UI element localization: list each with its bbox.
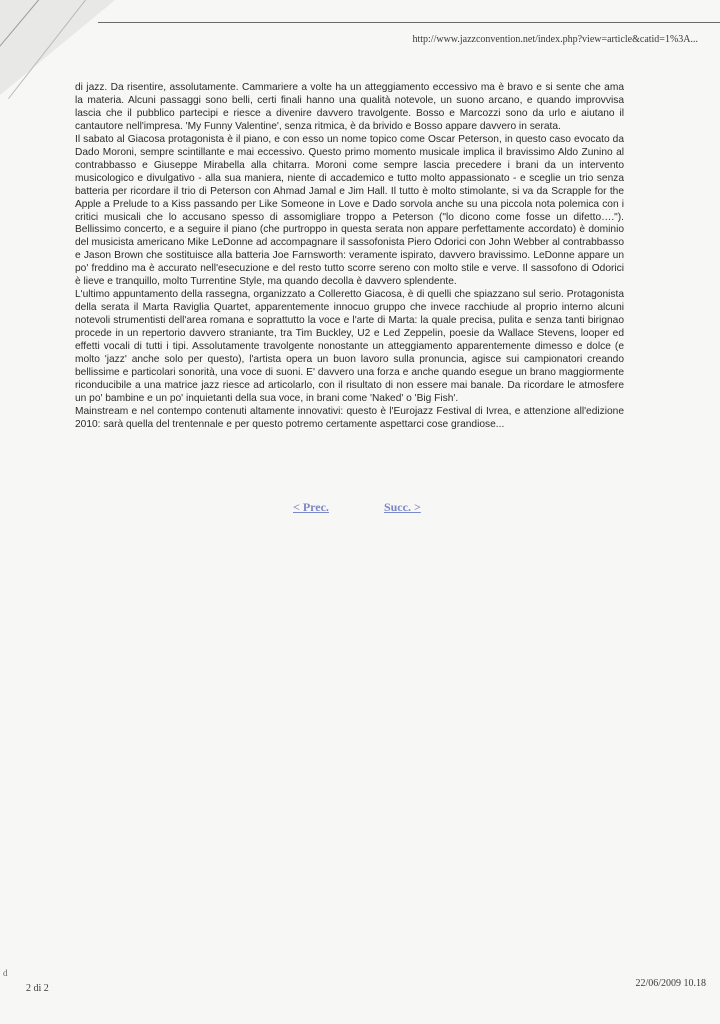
article-paragraph: Mainstream e nel contempo contenuti altamente innovativi: questo è l'Eurojazz Festival di Ivrea, e attenzione all'edizione 2010: sarà quella del trentennale e per questo potremo certamente aspettarci cose grandiose...: [75, 405, 624, 430]
article-body: [75, 82, 624, 432]
article-paragraph: di jazz. Da risentire, assolutamente. Cammariere a volte ha un atteggiamento eccessivo ma è bravo e si sente che ama la materia. Alcuni passaggi sono belli, certi finali hanno una qualità notevole, un suono arcano, e quando improvvisa lascia che il pubblico partecipi e riesce a divenire davvero travolgente. Bosso e Marcozzi sono da urlo e aiutano il cantautore nell'impresa. 'My Funny Valentine', senza ritmica, è da brivido e Bosso appare davvero in serata.: [75, 82, 624, 132]
article-paragraph: L'ultimo appuntamento della rassegna, organizzato a Colleretto Giacosa, è di quelli che spiazzano sul serio. Protagonista della serata il Marta Raviglia Quartet, apparentemente innocuo gruppo che invece racchiude al proprio interno alcuni notevoli strumentisti dell'area romana e soprattutto la voce e l'arte di Marta: la quale precisa, pulita e senza tanti birignao procede in un repertorio davvero straniante, tra Tim Buckley, U2 e Led Zeppelin, poesie da Wallace Stevens, looper ed effetti vocali di tutti i tipi. Assolutamente travolgente nonostante un atteggiamento apparentemente dimesso e dolce (e molto 'jazz' anche solo per questo), l'artista opera un buon lavoro sulla pronuncia, agisce sui campionatori creando bellissime e particolari sonorità, una voce di suoni. E' davvero una forza e anche quando esegue un brano maggiormente riconducibile a una matrice jazz riesce ad articolarlo, con il risultato di non essere mai banale. Da ricordare le atmosfere un po' bambine e un po' inquietanti della sua voce, in brani come 'Naked' o 'Big Fish'.: [75, 289, 624, 404]
margin-mark: d: [3, 968, 8, 978]
page-url: http://www.jazzconvention.net/index.php?view=article&catid=1%3A...: [412, 34, 698, 45]
page-counter: 2 di 2: [26, 983, 49, 994]
fold-shadow: [0, 0, 115, 95]
next-link[interactable]: Succ. >: [383, 500, 421, 514]
header-rule: [98, 22, 720, 23]
print-timestamp: 22/06/2009 10.18: [635, 978, 706, 989]
pagination-nav: [293, 500, 421, 515]
prev-link[interactable]: < Prec.: [293, 500, 329, 514]
article-paragraph: Il sabato al Giacosa protagonista è il piano, e con esso un nome topico come Oscar Peterson, in questo caso evocato da Dado Moroni, sempre scintillante e mai eccessivo. Questo primo momento musicale implica il bravissimo Aldo Zunino al contrabbasso e Giuseppe Mirabella alla chitarra. Moroni come sempre lascia precedere i brani da un intervento musicologico e divulgativo - alla sua maniera, niente di accademico e tutto molto appassionato - e sceglie un trio senza batteria per ricordare il trio di Peterson con Ahmad Jamal e Jim Hall. Il tutto è molto stimolante, si va da Scrapple for the Apple a Prelude to a Kiss passando per Like Someone in Love e Dado sorvola anche su una piccola nota polemica con i critici musicali che lo accusano spesso di assomigliare troppo a Peterson ("lo dicono come fosse un difetto…."). Bellissimo concerto, e a seguire il piano (che purtroppo in questa serata non appare perfettamente accordato) è dominio del musicista americano Mike LeDonne ad accompagnare il sassofonista Piero Odorici con John Webber al contrabbasso e Jason Brown che sostituisce alla batteria Joe Farnsworth: veramente ispirato, davvero bravissimo. LeDonne appare un po' freddino ma è accurato nell'esecuzione e del resto tutto scorre sereno con molto stile e verve. Il sassofono di Odorici è lieve e tranquillo, molto Turrentine Style, ma quando decolla è davvero splendente.: [75, 133, 624, 288]
